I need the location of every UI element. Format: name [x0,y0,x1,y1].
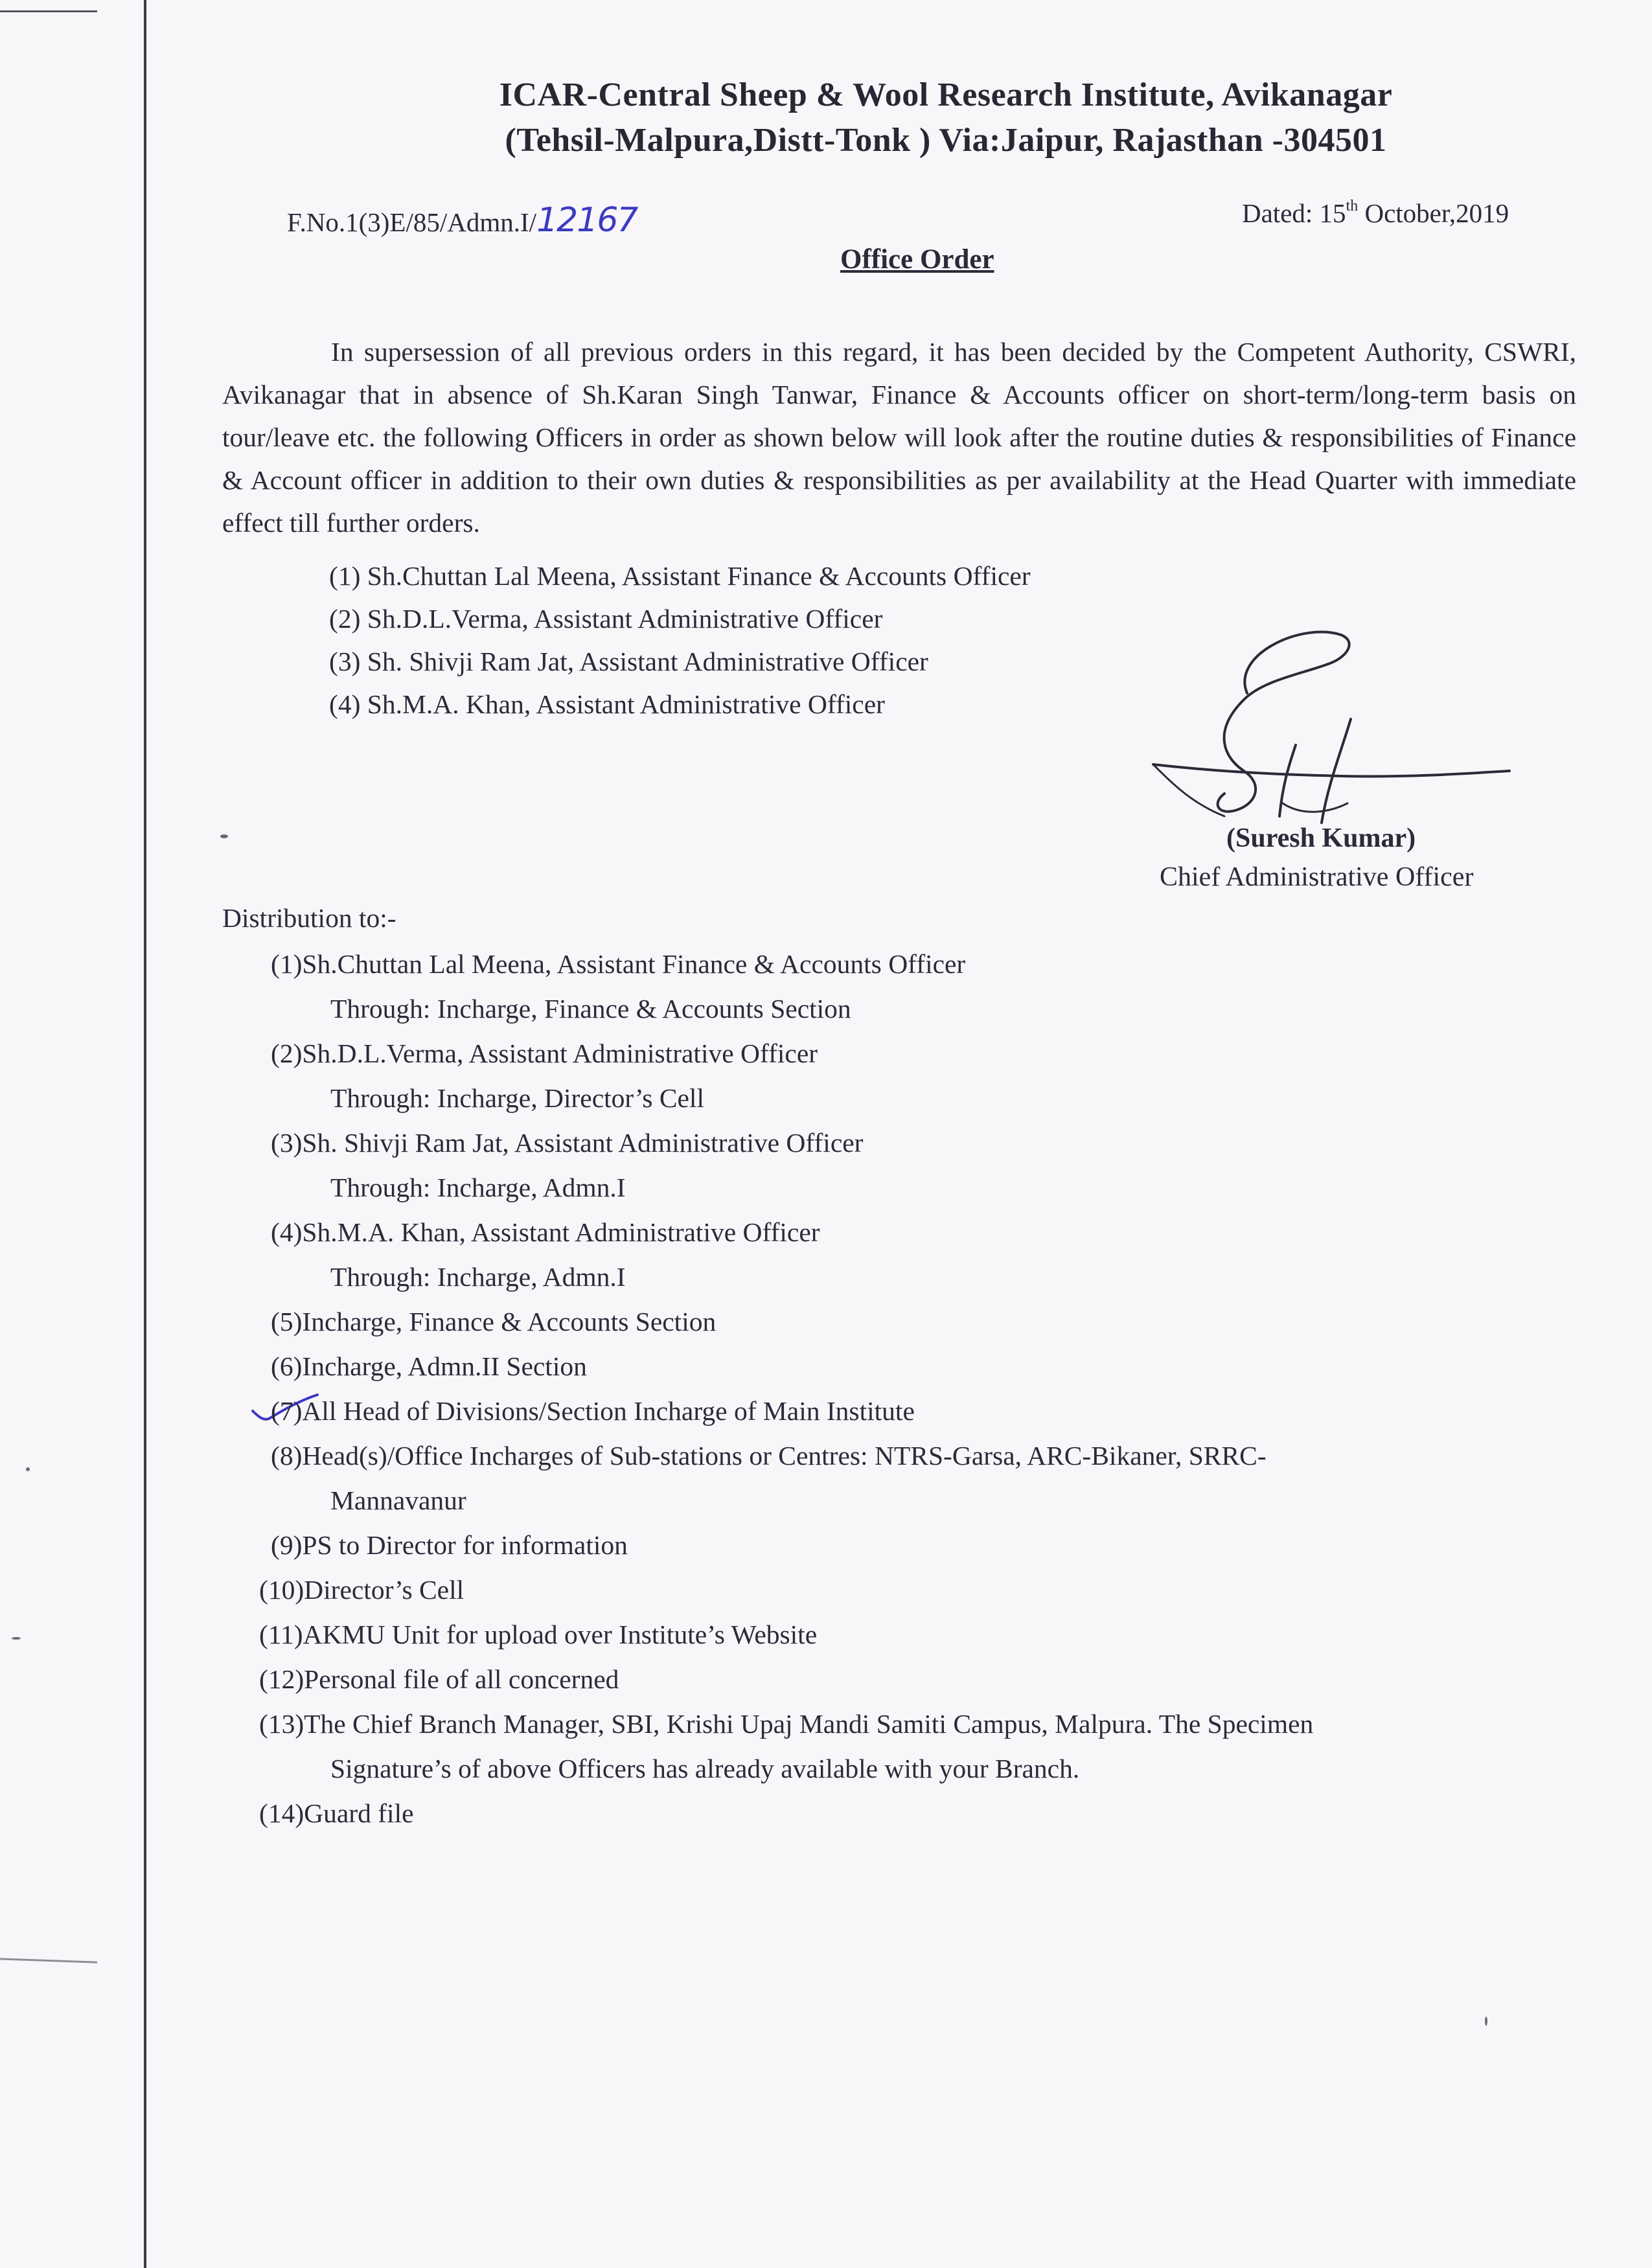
distribution-item-label: Sh.Chuttan Lal Meena, Assistant Finance & Accounts Officer [302,949,966,979]
distribution-item [259,1657,1566,1702]
distribution-item-label: PS to Director for information [302,1530,628,1560]
file-reference [287,201,637,240]
distribution-item-text: (11) [259,1620,303,1649]
distribution-item-text: (5) [271,1307,303,1336]
scan-speck [1485,2017,1487,2026]
distribution-item-label: Incharge, Admn.II Section [302,1351,587,1381]
handwritten-signature [1134,609,1522,842]
date-ordinal: th [1346,198,1359,214]
scan-edge-artifact [0,1958,97,1963]
distribution-item [271,942,1566,1031]
handwritten-number: 12167 [536,201,637,240]
header-line-2: (Tehsil-Malpura,Distt-Tonk ) Via:Jaipur, Rajasthan -304501 [505,122,1387,159]
distribution-item [271,1523,1566,1568]
body-paragraph: In supersession of all previous orders in this regard, it has been decided by the Competent Authority, CSWRI, Avikanagar that in absence of Sh.Karan Singh Tanwar, Finance & Accounts officer on short-term/long-term basis on tour/leave etc. the following Officers in order as shown below will look after the routine duties & responsibilities of Finance & Account officer in addition to their own duties & responsibilities as per availability at the Head Quarter with immediate effect till further orders. [222,337,1576,538]
distribution-item-label: Head(s)/Office Incharges of Sub-stations or Centres: NTRS-Garsa, ARC-Bikaner, SRRC- [302,1441,1267,1471]
distribution-item [271,1344,1566,1389]
date-rest: October,2019 [1358,198,1509,228]
distribution-item-subline: Through: Incharge, Director’s Cell [330,1083,704,1113]
file-number: F.No.1(3)E/85/Admn.I/ [287,207,537,237]
distribution-item-label: Incharge, Finance & Accounts Section [302,1307,717,1336]
distribution-item [259,1612,1566,1657]
distribution-item [271,1121,1566,1210]
header-line-1: ICAR-Central Sheep & Wool Research Institute, Avikanagar [499,76,1393,113]
distribution-item-text: (4) [271,1217,303,1247]
distribution-item-text: (3) [271,1128,303,1158]
distribution-item-subline: Through: Incharge, Admn.I [330,1262,626,1292]
distribution-item-label: Sh. Shivji Ram Jat, Assistant Administrative Officer [302,1128,864,1158]
distribution-item [259,1791,1566,1836]
officer-item: (4) Sh.M.A. Khan, Assistant Administrative Officer [329,689,885,719]
distribution-item [259,1702,1566,1791]
distribution-item-label: Personal file of all concerned [304,1664,619,1694]
distribution-item-text: (1) [271,949,303,979]
distribution-item-label: AKMU Unit for upload over Institute’s Website [303,1620,818,1649]
distribution-item [271,1389,1566,1434]
distribution-item-text: (2) [271,1038,303,1068]
distribution-item-text: (7) [271,1396,303,1426]
signatory-name: (Suresh Kumar) [1226,823,1416,853]
document-title: Office Order [840,244,994,275]
distribution-item-subline: Through: Incharge, Admn.I [330,1173,626,1202]
distribution-item-label: Guard file [304,1798,414,1828]
date-line [1242,198,1509,229]
distribution-item-text: (6) [271,1351,303,1381]
distribution-item-subline: Signature’s of above Officers has already available with your Branch. [330,1754,1080,1783]
officer-item: (3) Sh. Shivji Ram Jat, Assistant Administrative Officer [329,647,928,676]
scan-speck [12,1637,21,1640]
distribution-item-label: All Head of Divisions/Section Incharge of Main Institute [302,1396,915,1426]
distribution-item-text: (12) [259,1664,304,1694]
institute-header [428,73,1464,163]
distribution-list [259,942,1566,1836]
distribution-item-label: Sh.D.L.Verma, Assistant Administrative Officer [302,1038,818,1068]
distribution-item-subline: Mannavanur [330,1485,466,1515]
officer-list [329,555,1031,726]
scan-border-artifact [0,10,97,12]
scan-margin-line [144,0,146,2268]
officer-item: (2) Sh.D.L.Verma, Assistant Administrative Officer [329,604,883,634]
distribution-item-text: (10) [259,1575,304,1605]
scan-speck [26,1467,30,1471]
distribution-item [271,1300,1566,1344]
distribution-item [271,1210,1566,1300]
distribution-item-text: (14) [259,1798,304,1828]
scan-speck [220,834,228,838]
distribution-item [271,1434,1566,1523]
distribution-item-text: (9) [271,1530,303,1560]
distribution-item-label: Director’s Cell [304,1575,465,1605]
distribution-item-text: (13) [259,1709,304,1739]
officer-item: (1) Sh.Chuttan Lal Meena, Assistant Finance & Accounts Officer [329,561,1031,591]
date-prefix: Dated: 15 [1242,198,1346,228]
distribution-item [259,1568,1566,1612]
distribution-item [271,1031,1566,1121]
distribution-item-text: (8) [271,1441,303,1471]
distribution-title: Distribution to:- [222,903,396,933]
distribution-item-label: The Chief Branch Manager, SBI, Krishi Upaj Mandi Samiti Campus, Malpura. The Specimen [304,1709,1314,1739]
signatory-designation: Chief Administrative Officer [1160,862,1474,892]
distribution-item-label: Sh.M.A. Khan, Assistant Administrative Officer [302,1217,820,1247]
distribution-item-subline: Through: Incharge, Finance & Accounts Section [330,994,851,1024]
